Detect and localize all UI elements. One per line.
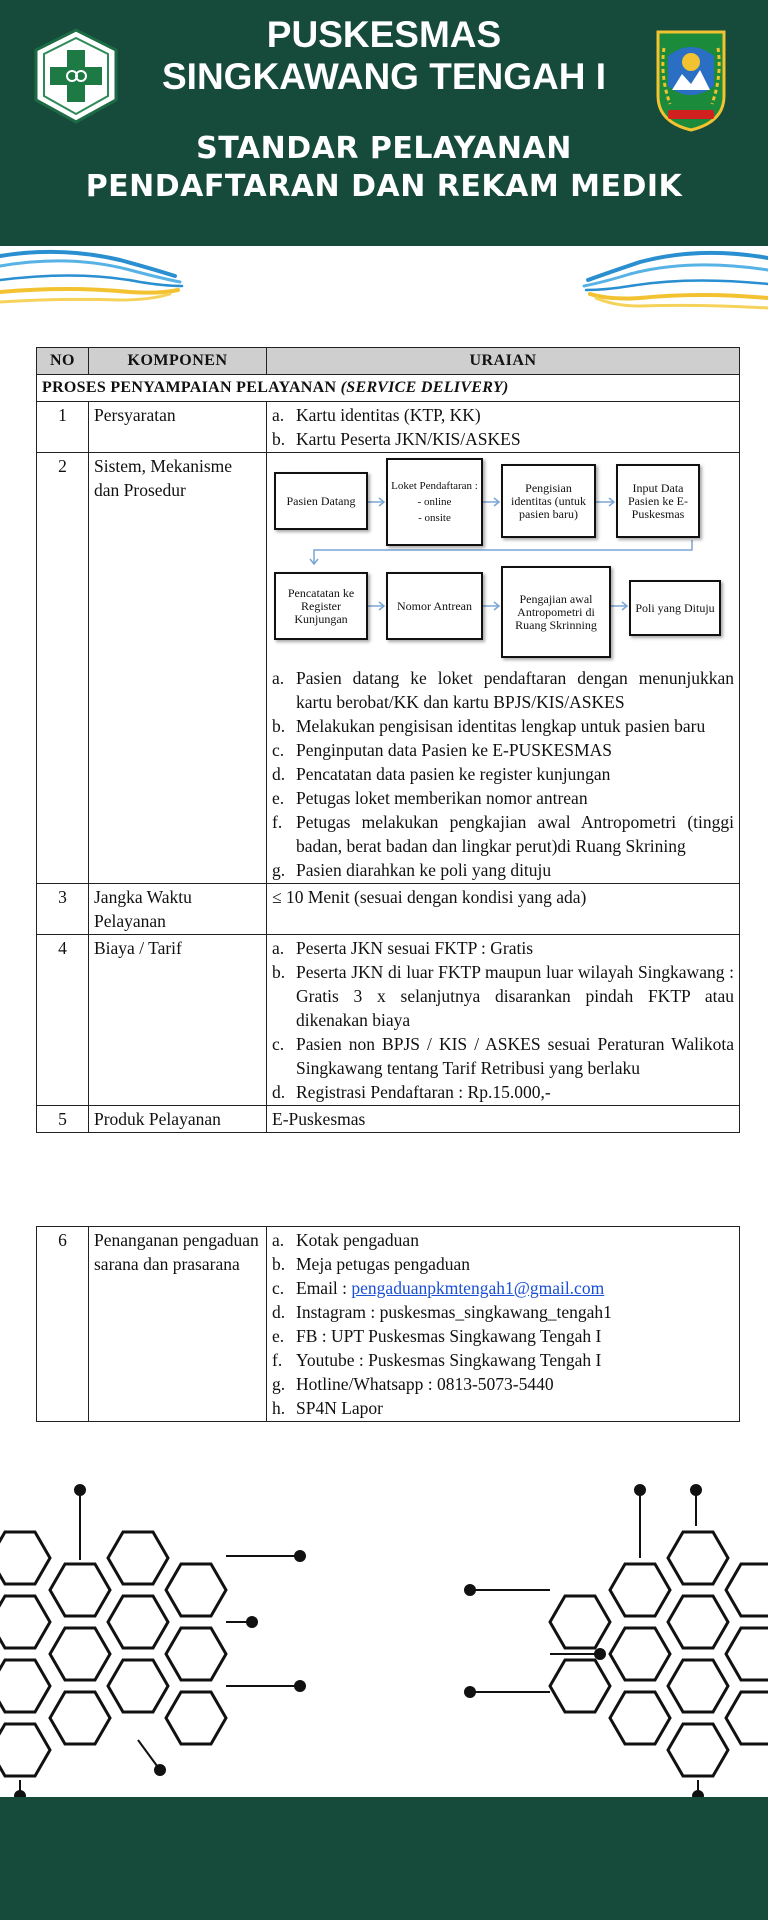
list-item: g. Pasien diarahkan ke poli yang dituju bbox=[272, 860, 552, 880]
flow-box-pengisian: Pengisian identitas (untuk pasien baru) bbox=[501, 464, 596, 538]
table-row bbox=[37, 402, 740, 453]
row-number: 1 bbox=[37, 402, 89, 453]
list-item: f. Petugas melakukan pengkajian awal Antropometri (tinggi badan, berat badan dan lingkar perut)di Ruang Skrining bbox=[272, 812, 734, 856]
row-component: Jangka Waktu Pelayanan bbox=[89, 884, 267, 935]
list-item: g. Hotline/Whatsapp : 0813-5073-5440 bbox=[272, 1374, 554, 1394]
row-description bbox=[267, 453, 740, 884]
row-component: Biaya / Tarif bbox=[89, 935, 267, 1106]
header-banner bbox=[0, 0, 768, 246]
hexagon-shape bbox=[668, 1724, 728, 1776]
hexagon-shape bbox=[726, 1628, 768, 1680]
row-description: ≤ 10 Menit (sesuai dengan kondisi yang ada) bbox=[267, 884, 740, 935]
table-row bbox=[37, 1106, 740, 1133]
service-standard-table bbox=[36, 347, 740, 1133]
list-item: b. Meja petugas pengaduan bbox=[272, 1254, 470, 1274]
hexagon-shape bbox=[610, 1564, 670, 1616]
list-item: c. Email : pengaduanpkmtengah1@gmail.com bbox=[272, 1278, 605, 1298]
hexagon-shape bbox=[50, 1692, 110, 1744]
row-description bbox=[267, 935, 740, 1106]
hexagon-shape bbox=[550, 1660, 610, 1712]
circuit-node bbox=[691, 1485, 701, 1495]
circuit-hexagon-decoration bbox=[0, 1470, 768, 1800]
hexagon-shape bbox=[166, 1628, 226, 1680]
flow-box-input-data: Input Data Pasien ke E-Puskesmas bbox=[616, 464, 700, 538]
subtitle-line-1: STANDAR PELAYANAN bbox=[196, 131, 572, 166]
hexagon-shape bbox=[610, 1692, 670, 1744]
hexagon-shape bbox=[610, 1628, 670, 1680]
flow-box-pasien-datang: Pasien Datang bbox=[274, 472, 368, 530]
section-title: PROSES PENYAMPAIAN PELAYANAN (SERVICE DELIVERY) bbox=[37, 375, 740, 402]
row-number: 4 bbox=[37, 935, 89, 1106]
hexagon-shape bbox=[50, 1628, 110, 1680]
hexagon-shape bbox=[726, 1564, 768, 1616]
hexagon-shape bbox=[50, 1564, 110, 1616]
list-item: c. Pasien non BPJS / KIS / ASKES sesuai Peraturan Walikota Singkawang tentang Tarif Retribusi yang berlaku bbox=[272, 1034, 734, 1078]
hexagon-shape bbox=[668, 1596, 728, 1648]
circuit-node bbox=[595, 1649, 605, 1659]
section-title-row bbox=[37, 375, 740, 402]
email-link[interactable]: pengaduanpkmtengah1@gmail.com bbox=[351, 1278, 605, 1298]
circuit-node bbox=[247, 1617, 257, 1627]
row-component: Persyaratan bbox=[89, 402, 267, 453]
circuit-node bbox=[75, 1485, 85, 1495]
table-header-row bbox=[37, 348, 740, 375]
header-komponen: KOMPONEN bbox=[89, 348, 267, 375]
flow-box-nomor-antrean: Nomor Antrean bbox=[386, 572, 483, 640]
title-line-2: SINGKAWANG TENGAH I bbox=[161, 56, 607, 97]
table-row bbox=[37, 884, 740, 935]
flow-box-pencatatan: Pencatatan ke Register Kunjungan bbox=[274, 572, 368, 640]
procedure-flowchart bbox=[272, 454, 734, 666]
flow-box-pengajian: Pengajian awal Antropometri di Ruang Skrinning bbox=[501, 566, 611, 658]
flow-box-poli: Poli yang Dituju bbox=[629, 580, 721, 636]
list-item: d. Registrasi Pendaftaran : Rp.15.000,- bbox=[272, 1082, 551, 1102]
list-item: h. SP4N Lapor bbox=[272, 1398, 384, 1418]
city-emblem-icon bbox=[652, 26, 730, 134]
list-item: a. Peserta JKN sesuai FKTP : Gratis bbox=[272, 938, 534, 958]
list-item: f. Youtube : Puskesmas Singkawang Tengah I bbox=[272, 1350, 602, 1370]
header-uraian: URAIAN bbox=[267, 348, 740, 375]
list-item: b. Melakukan pengisisan identitas lengkap untuk pasien baru bbox=[272, 716, 706, 736]
hexagon-shape bbox=[550, 1596, 610, 1648]
circuit-node bbox=[465, 1687, 475, 1697]
row-description bbox=[267, 402, 740, 453]
table-row bbox=[37, 935, 740, 1106]
list-item: d. Instagram : puskesmas_singkawang_tengah1 bbox=[272, 1302, 612, 1322]
hexagon-shape bbox=[668, 1660, 728, 1712]
row-description: E-Puskesmas bbox=[267, 1106, 740, 1133]
list-item: a. Kartu identitas (KTP, KK) bbox=[272, 405, 481, 425]
table-row bbox=[37, 453, 740, 884]
hexagon-shape bbox=[166, 1692, 226, 1744]
row-description bbox=[267, 1227, 740, 1422]
footer-band bbox=[0, 1797, 768, 1920]
list-item: e. Petugas loket memberikan nomor antrean bbox=[272, 788, 588, 808]
list-item: d. Pencatatan data pasien ke register kunjungan bbox=[272, 764, 611, 784]
hexagon-shape bbox=[0, 1724, 50, 1776]
decorative-waves bbox=[0, 246, 768, 326]
list-item: b. Peserta JKN di luar FKTP maupun luar wilayah Singkawang : Gratis 3 x selanjutnya disarankan pindah FKTP atau dikenakan biaya bbox=[272, 962, 734, 1030]
row-number: 6 bbox=[37, 1227, 89, 1422]
header-no: NO bbox=[37, 348, 89, 375]
puskesmas-logo-icon bbox=[32, 28, 120, 124]
hexagon-shape bbox=[668, 1532, 728, 1584]
hexagon-shape bbox=[108, 1596, 168, 1648]
list-item: e. FB : UPT Puskesmas Singkawang Tengah I bbox=[272, 1326, 602, 1346]
circuit-node bbox=[465, 1585, 475, 1595]
hexagon-shape bbox=[726, 1692, 768, 1744]
hexagon-shape bbox=[0, 1660, 50, 1712]
list-item: c. Penginputan data Pasien ke E-PUSKESMAS bbox=[272, 740, 612, 760]
list-item: a. Pasien datang ke loket pendaftaran dengan menunjukkan kartu berobat/KK dan kartu BPJS/KIS/ASKES bbox=[272, 668, 734, 712]
hexagon-shape bbox=[166, 1564, 226, 1616]
row-component: Produk Pelayanan bbox=[89, 1106, 267, 1133]
row-number: 5 bbox=[37, 1106, 89, 1133]
flow-box-loket: Loket Pendaftaran : - online - onsite bbox=[386, 458, 483, 546]
hexagon-shape bbox=[108, 1660, 168, 1712]
title-line-1: PUSKESMAS bbox=[266, 14, 502, 55]
circuit-node bbox=[155, 1765, 165, 1775]
circuit-node bbox=[635, 1485, 645, 1495]
hexagon-shape bbox=[108, 1532, 168, 1584]
row-number: 2 bbox=[37, 453, 89, 884]
list-item: a. Kotak pengaduan bbox=[272, 1230, 419, 1250]
hexagon-shape bbox=[0, 1532, 50, 1584]
subtitle-line-2: PENDAFTARAN DAN REKAM MEDIK bbox=[85, 169, 683, 204]
row-component: Sistem, Mekanisme dan Prosedur bbox=[89, 453, 267, 884]
hexagon-shape bbox=[0, 1596, 50, 1648]
row-number: 3 bbox=[37, 884, 89, 935]
table-row bbox=[37, 1227, 740, 1422]
row-component: Penanganan pengaduan sarana dan prasarana bbox=[89, 1227, 267, 1422]
circuit-node bbox=[295, 1551, 305, 1561]
complaint-handling-table bbox=[36, 1226, 740, 1422]
circuit-node bbox=[295, 1681, 305, 1691]
list-item: b. Kartu Peserta JKN/KIS/ASKES bbox=[272, 429, 521, 449]
